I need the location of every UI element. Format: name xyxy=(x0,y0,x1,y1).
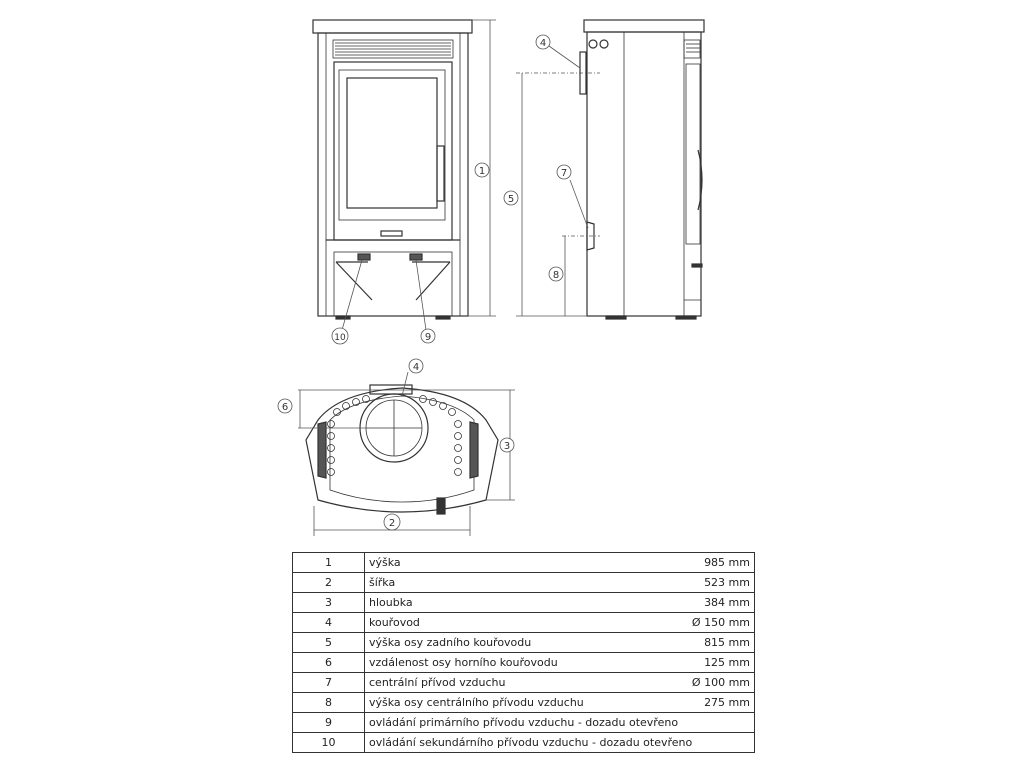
primary-air-lever xyxy=(358,254,370,260)
svg-text:9: 9 xyxy=(424,332,432,343)
svg-text:7: 7 xyxy=(560,168,568,179)
row-label: ovládání primárního přívodu vzduchu - dozadu otevřeno xyxy=(365,713,755,733)
side-knob-1 xyxy=(589,40,597,48)
row-label: ovládání sekundárního přívodu vzduchu - dozadu otevřeno xyxy=(365,733,755,753)
callout-5 xyxy=(504,191,518,205)
front-foot-right xyxy=(436,316,450,319)
row-value: Ø 100 mm xyxy=(665,673,755,693)
front-foot-left xyxy=(336,316,350,319)
row-value: Ø 150 mm xyxy=(665,613,755,633)
table-row xyxy=(293,633,755,653)
row-label: výška osy centrálního přívodu vzduchu xyxy=(365,693,665,713)
row-value: 985 mm xyxy=(665,553,755,573)
table-row xyxy=(293,613,755,633)
row-label: výška xyxy=(365,553,665,573)
svg-text:2: 2 xyxy=(388,518,396,529)
door-latch xyxy=(381,231,402,236)
row-number: 8 xyxy=(293,693,365,713)
row-label: šířka xyxy=(365,573,665,593)
front-top-plate xyxy=(313,20,472,33)
side-door-edge xyxy=(686,64,700,244)
table-row xyxy=(293,673,755,693)
callout-2 xyxy=(384,514,400,530)
table-row xyxy=(293,653,755,673)
row-label: vzdálenost osy horního kouřovodu xyxy=(365,653,665,673)
row-value: 523 mm xyxy=(665,573,755,593)
door-handle xyxy=(437,146,444,201)
secondary-air-lever xyxy=(410,254,422,260)
svg-text:8: 8 xyxy=(552,270,560,281)
row-number: 4 xyxy=(293,613,365,633)
callout-6 xyxy=(278,399,292,413)
row-label: centrální přívod vzduchu xyxy=(365,673,665,693)
front-body xyxy=(318,33,468,316)
top-side-handle-right xyxy=(470,422,478,478)
row-number: 6 xyxy=(293,653,365,673)
row-number: 9 xyxy=(293,713,365,733)
front-vent-grille xyxy=(333,40,453,58)
top-inner-outline xyxy=(330,396,474,502)
svg-text:4: 4 xyxy=(412,362,420,373)
table-row xyxy=(293,713,755,733)
svg-text:10: 10 xyxy=(334,333,346,343)
row-value: 275 mm xyxy=(665,693,755,713)
svg-text:5: 5 xyxy=(507,194,515,205)
row-value: 815 mm xyxy=(665,633,755,653)
row-value: 125 mm xyxy=(665,653,755,673)
front-view xyxy=(313,20,472,319)
svg-text:1: 1 xyxy=(478,166,486,177)
top-perforations xyxy=(328,396,462,476)
front-door-frame xyxy=(339,70,445,220)
callout-9 xyxy=(421,329,435,343)
row-label: výška osy zadního kouřovodu xyxy=(365,633,665,653)
front-glass xyxy=(347,78,437,208)
row-number: 2 xyxy=(293,573,365,593)
top-view xyxy=(306,385,498,514)
svg-text:4: 4 xyxy=(539,38,547,49)
dimensions-table xyxy=(292,552,755,753)
top-side-handle-left xyxy=(318,422,326,478)
table-row xyxy=(293,593,755,613)
row-number: 1 xyxy=(293,553,365,573)
table-row xyxy=(293,553,755,573)
table-row xyxy=(293,573,755,593)
svg-text:6: 6 xyxy=(281,402,289,413)
side-knob-2 xyxy=(600,40,608,48)
row-label: hloubka xyxy=(365,593,665,613)
row-label: kouřovod xyxy=(365,613,665,633)
callout-1 xyxy=(475,163,489,177)
callout-7 xyxy=(557,165,571,179)
callout-8 xyxy=(549,267,563,281)
side-vent-grille xyxy=(684,40,700,58)
callout-3 xyxy=(500,438,514,452)
table-row xyxy=(293,693,755,713)
callout-10 xyxy=(332,328,348,344)
side-view xyxy=(580,20,704,319)
front-door xyxy=(334,62,452,240)
row-number: 3 xyxy=(293,593,365,613)
side-top-plate xyxy=(584,20,704,32)
svg-text:3: 3 xyxy=(503,441,511,452)
row-number: 7 xyxy=(293,673,365,693)
row-value: 384 mm xyxy=(665,593,755,613)
table-row xyxy=(293,733,755,753)
top-door-handle xyxy=(437,498,445,514)
row-number: 10 xyxy=(293,733,365,753)
row-number: 5 xyxy=(293,633,365,653)
callout-4-top xyxy=(409,359,423,373)
top-outline xyxy=(306,388,498,512)
callout-4-side xyxy=(536,35,550,49)
